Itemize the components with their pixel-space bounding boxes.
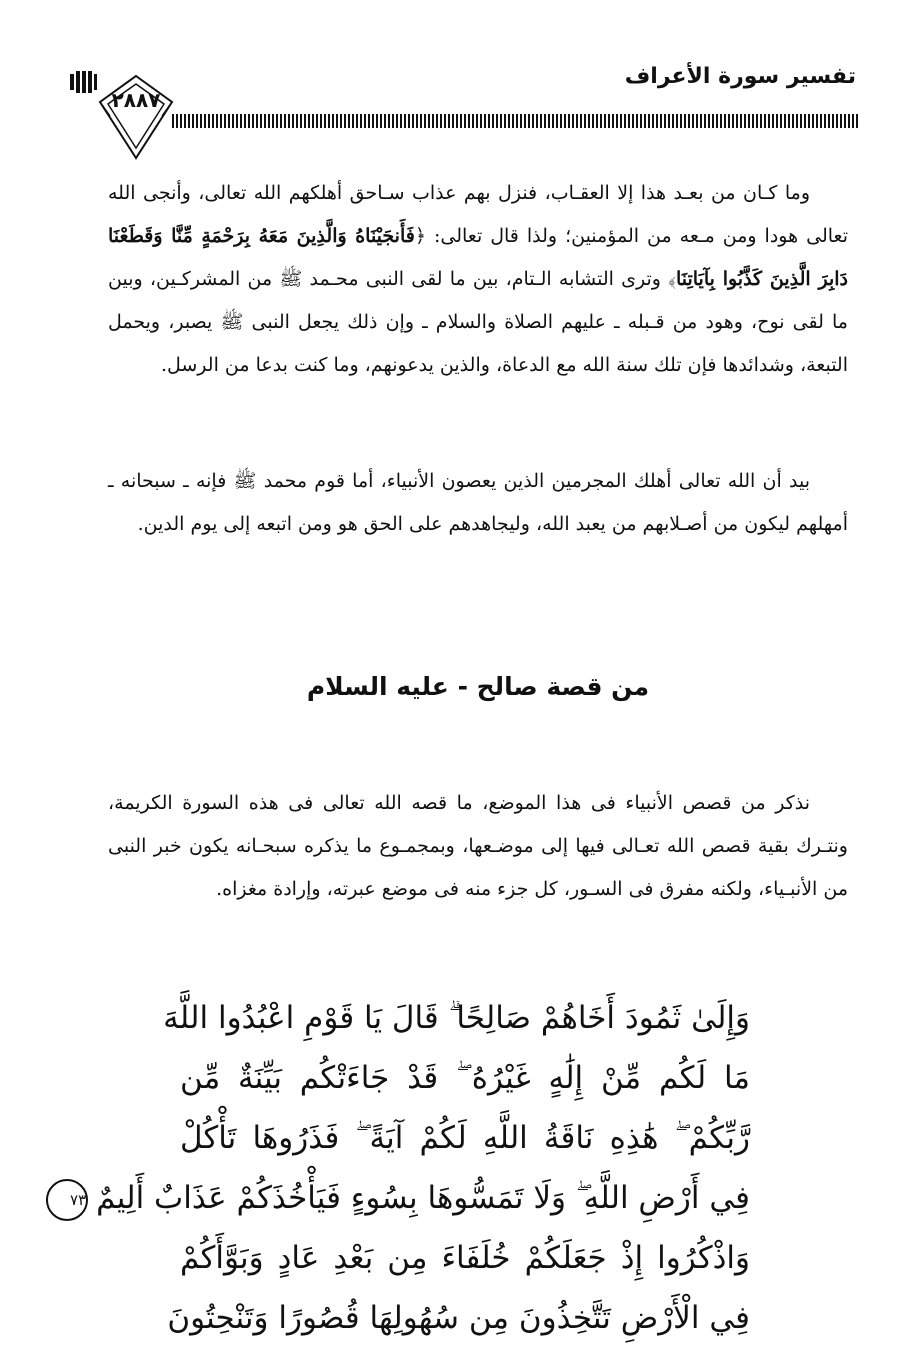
verse-line: رَّبِّكُمْ ۖ هَٰذِهِ نَاقَةُ اللَّهِ لَكُمْ آيَةً ۖ فَذَرُوهَا تَأْكُلْ [180,1120,750,1156]
page-header [0,0,924,170]
verse-line: فِي الْأَرْضِ تَتَّخِذُونَ مِن سُهُولِهَا قُصُورًا وَتَنْحِتُونَ [167,1300,750,1336]
paragraph1-text-after: ﴾ وترى التشابه الـتام، بين ما لقى النبى محـمد ﷺ من المشركـين، وبين ما لقى نوح، وهود من قـبله ـ عليهم الصلاة والسلام ـ وإن ذلك يجعل النبى ﷺ يصبر، ويحمل التبعة، وشدائدها فإن تلك سنة الله مع الدعاة، والذين يدعونهم، وما كنت بدعا من الرسل. [108,268,848,376]
page-number-badge [96,72,176,162]
ornament-icon [68,70,98,94]
section-heading: من قصة صالح - عليه السلام [306,672,650,701]
page-number: ٢٨٨٧ [111,88,161,112]
paragraph1-text-before: وما كـان من بعـد هذا إلا العقـاب، فنزل بهم عذاب سـاحق أهلكهم الله تعالى، وأنجى الله تعالى هودا ومن مـعه من المؤمنين؛ ولذا قال تعالى: ﴿ [108,182,848,247]
verse-line: مَا لَكُم مِّنْ إِلَٰهٍ غَيْرُهُ ۖ قَدْ جَاءَتْكُم بَيِّنَةٌ مِّن [180,1060,750,1096]
verse-line-with-number [70,1168,750,1228]
paragraph2-text: بيد أن الله تعالى أهلك المجرمين الذين يعصون الأنبياء، أما قوم محمد ﷺ فإنه ـ سبحانه ـ أمهلهم ليكون من أصـلابهم من يعبد الله، وليجاهدهم على الحق هو ومن اتبعه إلى يوم الدين. [108,470,848,535]
running-title: تفسير سورة الأعراف [624,64,856,89]
paragraph-respite [108,460,848,546]
inline-quran-quote: فَأَنجَيْنَاهُ وَالَّذِينَ مَعَهُ بِرَحْمَةٍ مِّنَّا وَقَطَعْنَا دَابِرَ الَّذِينَ كَذَّبُوا بِآيَاتِنَا [108,225,848,290]
paragraph-hud-conclusion [108,172,848,387]
verse-line: وَاذْكُرُوا إِذْ جَعَلَكُمْ خُلَفَاءَ مِن بَعْدِ عَادٍ وَبَوَّأَكُمْ [180,1240,750,1276]
verse-line: وَإِلَىٰ ثَمُودَ أَخَاهُمْ صَالِحًا ۗ قَالَ يَا قَوْمِ اعْبُدُوا اللَّهَ [163,1000,750,1036]
header-rule [172,114,858,128]
verse-line: فِي أَرْضِ اللَّهِ ۖ وَلَا تَمَسُّوهَا بِسُوءٍ فَيَأْخُذَكُمْ عَذَابٌ أَلِيمٌ [96,1180,750,1216]
paragraph-introduction [108,782,848,911]
paragraph3-text: نذكر من قصص الأنبياء فى هذا الموضع، ما قصه الله تعالى فى هذه السورة الكريمة، ونتـرك بقية قصص الله تعـالى فيها إلى موضـعها، وبمجمـوع ما يذكره سبحـانه يكون خبر النبى من الأنبـياء، ولكنه مفرق فى السـور، كل جزء منه فى موضع عبرته، وإرادة مغزاه. [108,792,848,900]
quran-verses [70,988,750,1348]
verse-number-marker: ٧٣ [46,1179,88,1221]
